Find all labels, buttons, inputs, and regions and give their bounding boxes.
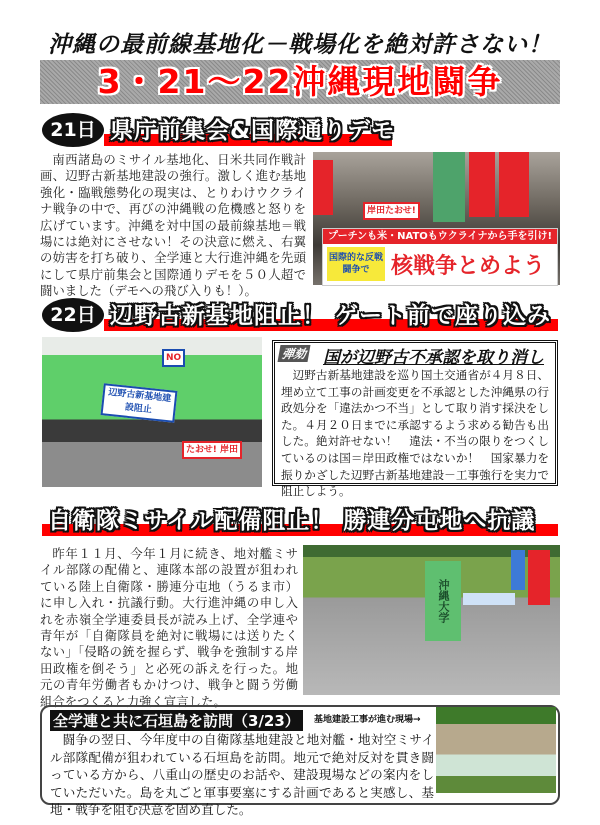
section-3-heading [42,502,558,536]
red-flag [499,152,529,217]
construction-site-photo [436,707,556,793]
photo-caption: 基地建設工事が進む現場→ [314,715,421,725]
main-title-banner [40,60,560,104]
protest-banner [322,228,558,286]
red-flag [528,550,550,605]
katsuren-protest-photo [303,545,560,695]
section-22-heading-text: 辺野古新基地阻止！ ゲート前で座り込み [110,303,552,329]
red-flag [313,160,333,215]
section-21-body: 南西諸島のミサイル基地化、日米共同作戦計画、辺野古新基地建設の強行。激しく進む基地強化・臨戦態勢化の現実は、とりわけウクライナ戦争の中で、再びの沖縄戦の危機感と怒りを広げています。沖縄を対中国の最前線基地＝戦場には絶対にさせない！その決意に燃え、右翼の妨害を打ち破り、全学連と大行進沖縄を先頭にして県庁前集会と国際通りデモを５０人超で闘いました（デモへの飛び入りも！）。 [40,152,306,299]
sign-kishida: 岸田たおせ! [363,202,420,220]
green-flag [433,152,465,222]
banner-left-text: 国際的な反戦闘争で [327,247,385,281]
impeachment-box [272,340,558,499]
blue-flag [511,550,525,590]
university-flag: 沖縄大学 [425,561,461,641]
sign-no: NO [162,349,185,367]
box-title: 国が辺野古不承認を取り消し [323,348,544,368]
box-body: 辺野古新基地建設を巡り国土交通省が４月８日、埋め立て工事の計画変更を不承認とした沖縄県の行政処分を「違法かつ不当」として取り消す採決をした。４月２０日までに承認するよう求める勧告も出した。絶対許せない！ 違法・不当の限りをつくしているのは国＝岸田政権ではないか！ 国家暴力を振りかざした辺野古新基地建設－工事強行を実力で阻止しよう。 [281,368,549,499]
ishigaki-title: 全学連と共に石垣島を訪問（3/23） [50,710,303,731]
sign-kishida: たおせ! 岸田 [182,441,242,459]
sit-in-photo [42,337,262,487]
ishigaki-body: 闘争の翌日、今年度中の自衛隊基地建設と地対艦・地対空ミサイル部隊配備が狙われている石垣島を訪問。地元で絶対反対を貫き闘っている方から、八重山の歴史のお話や、建設現場などの案内をしていただいた。島を丸ごと軍事要塞にする計画であると実感し、基地・戦争を阻む決意を固め直した。 [50,732,434,817]
day-badge-22: 22日 [42,298,104,332]
day-badge-21: 21日 [42,113,104,147]
banner [463,593,515,605]
banner-top-text: プーチンも米・NATOもウクライナから手を引け! [323,229,557,244]
red-flag [469,152,495,217]
section-3-heading-text: 自衛隊ミサイル配備阻止！ 勝連分屯地へ抗議 [48,508,536,534]
section-21-heading [104,112,396,146]
section-3-body: 昨年１１月、今年１月に続き、地対艦ミサイル部隊の配備と、連隊本部の設置が狙われている陸上自衛隊・勝連分屯地（うるま市）に申し入れ・抗議行動。大行進沖縄の申し入れを赤嶺全学連委員長が読み上げ、全学連や青年が「自衛隊員を絶対に戦場には送りたくない」「侵略の銃を握らず、戦争を強制する岸田政権を倒そう」と必死の訴えを行った。地元の青年労働者もかけつけ、戦争と闘う労働組合をつくると力強く宣言した。 [40,546,298,709]
section-22-heading [104,297,558,331]
box-tag: 弾劾 [278,345,311,362]
main-title: 3・21～22沖縄現地闘争 [97,62,503,101]
tagline: 沖縄の最前線基地化－戦場化を絶対許さない！ [48,32,552,58]
banner-main-text: 核戦争とめよう [391,254,546,279]
section-21-heading-text: 県庁前集会&国際通りデモ [110,118,396,144]
sign-henoko: 辺野古新基地建設阻止 [101,383,178,423]
